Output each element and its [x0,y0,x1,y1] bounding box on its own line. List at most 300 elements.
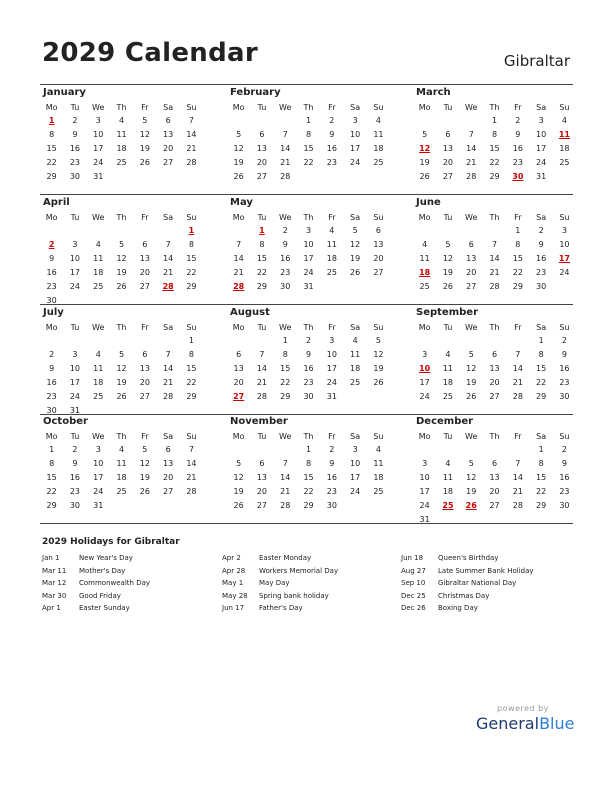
empty-cell [250,443,273,457]
month-name: July [43,307,64,318]
day-cell: 21 [186,144,197,153]
day-cell: 25 [419,282,430,291]
empty-cell [274,443,297,457]
month-days [40,101,197,184]
day-cell: 2 [329,116,335,125]
holiday-row [42,552,150,565]
empty-cell [250,334,273,348]
day-cell: 22 [303,487,314,496]
month-days [413,430,570,527]
day-cell: 13 [256,473,268,482]
weekday-header: Su [559,323,570,332]
month-name: June [416,197,441,208]
day-cell: 23 [280,268,291,277]
day-cell: 29 [46,501,57,510]
holiday-date: May 1 [222,579,244,587]
day-cell: 29 [280,392,291,401]
day-cell: 1 [305,445,312,454]
day-cell: 30 [536,282,547,291]
weekday-header: Mo [232,213,245,222]
weekday-header: Mo [45,432,58,441]
day-cell: 13 [233,364,244,373]
day-cell: 26 [139,158,150,167]
day-cell: 27 [139,282,150,291]
day-cell: 29 [489,172,500,181]
month-block [40,87,197,184]
day-cell: 23 [69,158,81,167]
day-cell: 28 [512,392,523,401]
day-cell: 21 [512,487,523,496]
day-cell: 25 [559,158,570,167]
weekday-header: Su [559,432,570,441]
weekday-header: Th [303,103,314,112]
day-cell: 23 [536,268,547,277]
day-cell: 3 [422,459,428,468]
holiday-day: 10 [419,364,431,373]
weekday-header: Su [186,213,197,222]
day-cell: 12 [466,364,477,373]
day-cell: 2 [538,226,544,235]
month-days [40,430,197,513]
day-cell: 19 [466,487,477,496]
day-cell: 14 [466,144,477,153]
day-cell: 18 [559,144,570,153]
day-cell: 17 [69,268,81,277]
holiday-row [42,565,150,578]
day-cell: 16 [512,144,523,153]
weekday-header: We [279,213,292,222]
month-name: October [43,416,88,427]
day-cell: 19 [139,473,150,482]
day-cell: 24 [536,158,547,167]
month-days [413,321,570,404]
day-cell: 9 [49,364,55,373]
day-cell: 12 [116,364,127,373]
holiday-row [42,602,150,615]
day-cell: 13 [489,473,500,482]
holiday-name: Late Summer Bank Holiday [438,566,534,575]
empty-cell [250,114,273,128]
holiday-name: Gibraltar National Day [438,579,517,587]
holiday-name: Good Friday [79,591,121,600]
day-cell: 25 [93,282,104,291]
weekday-header: Th [489,103,500,112]
day-cell: 30 [46,406,57,415]
day-cell: 9 [561,350,567,359]
day-cell: 2 [282,226,288,235]
day-cell: 30 [69,501,81,510]
day-cell: 4 [375,445,381,454]
day-cell: 29 [536,392,547,401]
day-cell: 19 [419,158,430,167]
month-block [227,87,384,184]
holiday-day: 12 [419,144,431,153]
weekday-header: Th [116,323,127,332]
day-cell: 31 [303,282,314,291]
empty-cell [483,443,506,457]
day-cell: 4 [118,116,125,125]
day-cell: 26 [442,282,454,291]
day-cell: 4 [422,240,428,249]
month-block [227,197,384,294]
day-cell: 26 [116,282,127,291]
day-cell: 8 [538,350,544,359]
day-cell: 3 [422,350,428,359]
weekday-header: Su [186,323,197,332]
day-cell: 11 [373,459,384,468]
day-cell: 14 [280,144,291,153]
day-cell: 12 [466,473,477,482]
weekday-header: Su [559,213,570,222]
month-block [40,307,197,418]
day-cell: 7 [236,240,242,249]
weekday-header: Tu [443,432,453,441]
day-cell: 16 [559,473,570,482]
holiday-day: 30 [512,172,524,181]
weekday-header: Sa [350,432,361,441]
weekday-header: Fr [514,213,522,222]
holiday-name: Boxing Day [438,604,478,612]
empty-cell [436,334,459,348]
day-cell: 5 [352,226,358,235]
weekday-header: Fr [328,103,336,112]
holiday-date: Dec 25 [401,591,426,600]
day-cell: 24 [69,392,81,401]
empty-cell [506,334,529,348]
day-cell: 23 [559,487,570,496]
day-cell: 9 [49,254,55,263]
day-cell: 25 [373,158,384,167]
empty-cell [40,224,63,238]
day-cell: 15 [186,254,197,263]
weekday-header: We [92,103,105,112]
weekday-header: Su [186,103,197,112]
day-cell: 14 [233,254,244,263]
weekday-header: Fr [514,103,522,112]
day-cell: 21 [280,487,291,496]
holiday-name: May Day [259,579,290,587]
weekday-header: Th [303,213,314,222]
empty-cell [436,443,459,457]
empty-cell [133,224,156,238]
weekday-header: Fr [141,323,149,332]
day-cell: 21 [163,268,174,277]
holiday-day: 1 [259,226,265,235]
day-cell: 7 [468,130,474,139]
holiday-date: Apr 28 [222,566,246,575]
day-cell: 18 [93,268,104,277]
day-cell: 2 [49,350,55,359]
day-cell: 18 [373,473,384,482]
holiday-date: May 28 [222,591,248,600]
day-cell: 29 [256,282,268,291]
page-title: 2029 Calendar [42,38,258,68]
day-cell: 20 [256,487,268,496]
day-cell: 14 [256,364,268,373]
day-cell: 9 [329,459,335,468]
weekday-header: Sa [536,103,547,112]
holiday-name: Queen's Birthday [438,554,499,562]
weekday-header: Sa [350,103,361,112]
day-cell: 28 [466,172,477,181]
day-cell: 6 [375,226,381,235]
day-cell: 13 [139,364,150,373]
day-cell: 4 [445,350,451,359]
day-cell: 16 [326,144,337,153]
weekday-header: Su [373,323,384,332]
day-cell: 12 [139,130,150,139]
day-cell: 25 [116,487,127,496]
day-cell: 10 [93,459,104,468]
day-cell: 16 [303,364,314,373]
weekday-header: We [279,323,292,332]
day-cell: 28 [256,392,268,401]
day-cell: 3 [329,336,335,345]
day-cell: 2 [72,116,78,125]
day-cell: 20 [163,473,174,482]
day-cell: 12 [350,240,361,249]
day-cell: 27 [256,501,268,510]
weekday-header: Th [303,323,314,332]
day-cell: 6 [491,350,498,359]
day-cell: 20 [233,378,244,387]
day-cell: 17 [419,487,430,496]
day-cell: 12 [373,350,384,359]
empty-cell [460,334,483,348]
day-cell: 24 [326,378,337,387]
day-cell: 18 [93,378,104,387]
day-cell: 20 [256,158,268,167]
day-cell: 2 [561,445,567,454]
weekday-header: Fr [514,432,522,441]
day-cell: 1 [538,336,544,345]
weekday-header: Tu [70,432,80,441]
day-cell: 9 [282,240,288,249]
day-cell: 5 [236,459,242,468]
weekday-header: Fr [141,213,149,222]
weekday-header: Sa [536,323,547,332]
day-cell: 8 [515,240,521,249]
day-cell: 20 [489,378,500,387]
day-cell: 30 [69,172,81,181]
day-cell: 7 [515,459,521,468]
holiday-day: 11 [558,130,570,139]
weekday-header: We [92,323,105,332]
weekday-header: Su [373,432,384,441]
day-cell: 30 [303,392,314,401]
day-cell: 31 [69,406,81,415]
day-cell: 11 [419,254,430,263]
weekday-header: Fr [141,103,149,112]
holiday-day: 28 [233,282,245,291]
weekday-header: Su [373,103,384,112]
holiday-name: Workers Memorial Day [259,566,339,575]
day-cell: 7 [165,240,171,249]
day-cell: 8 [188,240,194,249]
day-cell: 25 [326,268,337,277]
day-cell: 8 [282,350,288,359]
weekday-header: We [465,432,478,441]
day-cell: 14 [512,364,523,373]
holiday-date: Apr 2 [222,554,241,562]
day-cell: 19 [373,364,384,373]
holiday-date: Dec 26 [401,604,426,612]
day-cell: 10 [350,130,361,139]
day-cell: 15 [536,473,547,482]
weekday-header: Sa [163,213,174,222]
day-cell: 14 [186,459,197,468]
weekday-header: Tu [70,103,80,112]
day-cell: 7 [165,350,171,359]
holiday-date: Jun 17 [222,604,245,612]
weekday-header: Th [303,432,314,441]
weekday-header: Sa [163,103,174,112]
day-cell: 5 [142,445,148,454]
day-cell: 24 [303,268,314,277]
day-cell: 14 [186,130,197,139]
day-cell: 7 [515,350,521,359]
day-cell: 26 [419,172,430,181]
day-cell: 3 [72,240,78,249]
day-cell: 16 [46,378,57,387]
day-cell: 17 [303,254,314,263]
holiday-date: Mar 30 [42,591,67,600]
day-cell: 20 [163,144,174,153]
month-days [40,321,197,418]
month-name: May [230,197,253,208]
day-cell: 13 [139,254,150,263]
weekday-header: Mo [232,103,245,112]
day-cell: 6 [165,445,171,454]
day-cell: 1 [491,116,498,125]
empty-cell [227,334,250,348]
day-cell: 25 [116,158,127,167]
day-cell: 24 [559,268,570,277]
day-cell: 1 [49,445,55,454]
day-cell: 5 [375,336,381,345]
holiday-row [222,552,338,565]
day-cell: 24 [350,487,361,496]
day-cell: 26 [139,487,150,496]
weekday-header: Fr [328,432,336,441]
holiday-row [401,565,534,578]
day-cell: 1 [282,336,288,345]
month-days [413,211,570,294]
day-cell: 2 [72,445,78,454]
brand-name [476,714,575,733]
day-cell: 19 [116,378,127,387]
day-cell: 8 [538,459,544,468]
day-cell: 3 [95,116,101,125]
holiday-row [42,590,150,603]
day-cell: 4 [95,240,101,249]
weekday-header: Th [116,432,127,441]
day-cell: 22 [489,158,500,167]
day-cell: 25 [373,487,384,496]
day-cell: 11 [93,364,104,373]
day-cell: 13 [489,364,500,373]
day-cell: 24 [69,282,81,291]
day-cell: 1 [538,445,544,454]
month-days [227,101,384,184]
empty-cell [413,224,436,238]
holiday-date: Mar 12 [42,579,67,587]
day-cell: 1 [515,226,521,235]
day-cell: 30 [559,392,570,401]
month-block [227,307,384,404]
day-cell: 9 [329,130,335,139]
day-cell: 21 [163,378,174,387]
day-cell: 7 [282,130,288,139]
weekday-header: Tu [443,213,453,222]
day-cell: 8 [259,240,265,249]
holiday-row [222,565,338,578]
holiday-row [401,590,534,603]
day-cell: 2 [329,445,335,454]
day-cell: 2 [515,116,521,125]
day-cell: 31 [93,172,104,181]
divider [40,194,573,195]
month-block [40,197,197,308]
holiday-row [222,602,338,615]
empty-cell [506,443,529,457]
day-cell: 20 [442,158,454,167]
day-cell: 21 [466,158,477,167]
day-cell: 25 [442,392,454,401]
day-cell: 13 [466,254,477,263]
day-cell: 10 [69,254,81,263]
day-cell: 22 [46,487,57,496]
weekday-header: Sa [350,213,361,222]
empty-cell [40,334,63,348]
day-cell: 5 [142,116,148,125]
month-days [413,101,570,184]
day-cell: 3 [305,226,312,235]
day-cell: 24 [93,487,104,496]
day-cell: 18 [116,144,127,153]
weekday-header: We [465,213,478,222]
weekday-header: We [92,213,105,222]
empty-cell [87,334,110,348]
empty-cell [133,334,156,348]
weekday-header: Su [373,213,384,222]
holiday-row [401,552,534,565]
day-cell: 30 [46,296,57,305]
day-cell: 29 [303,501,314,510]
holiday-day: 2 [48,240,55,249]
day-cell: 10 [69,364,81,373]
day-cell: 2 [305,336,312,345]
weekday-header: Sa [536,213,547,222]
month-name: February [230,87,281,98]
day-cell: 6 [142,350,148,359]
month-name: December [416,416,474,427]
day-cell: 6 [236,350,242,359]
day-cell: 26 [373,378,384,387]
divider [40,84,573,85]
month-name: March [416,87,451,98]
day-cell: 18 [442,487,454,496]
weekday-header: We [279,432,292,441]
holiday-day: 27 [233,392,245,401]
day-cell: 23 [326,487,337,496]
day-cell: 28 [163,392,174,401]
weekday-header: Mo [232,432,245,441]
day-cell: 15 [46,144,57,153]
empty-cell [436,224,459,238]
day-cell: 18 [326,254,337,263]
day-cell: 15 [489,144,500,153]
